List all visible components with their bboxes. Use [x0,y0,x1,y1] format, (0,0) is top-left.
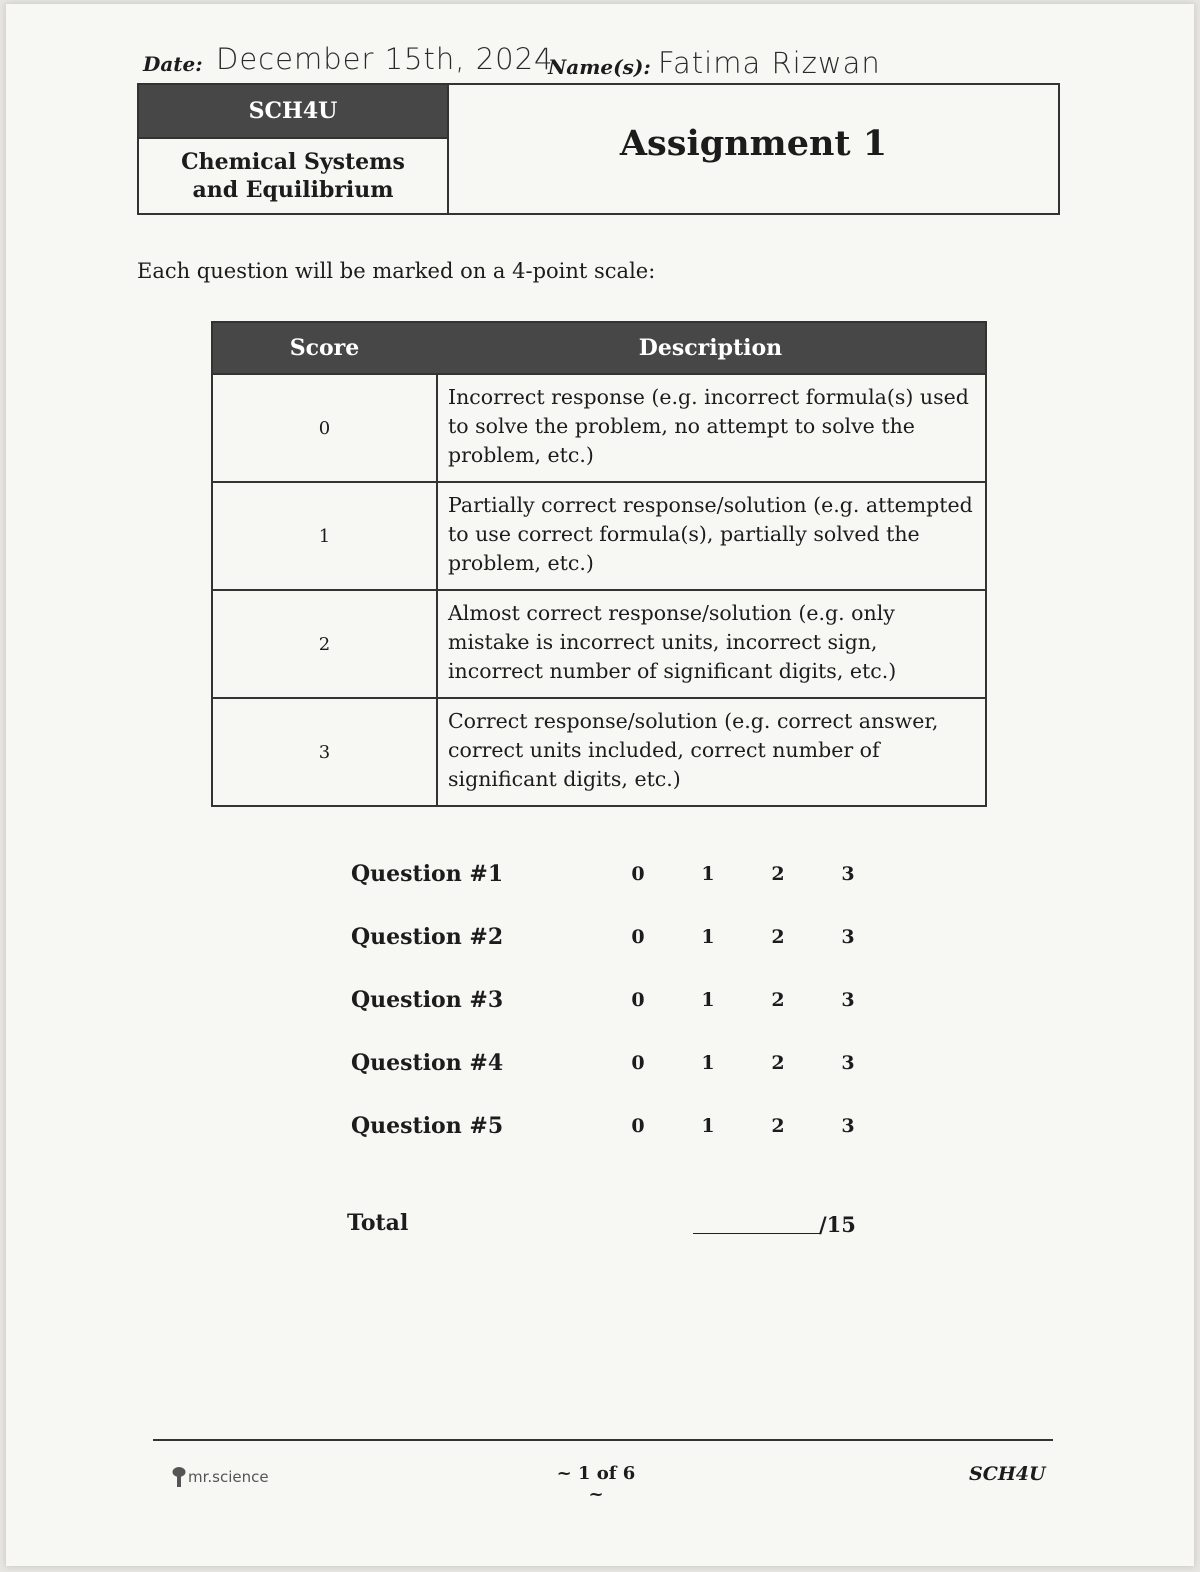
question-row-2 [351,924,871,964]
rubric-score: 3 [213,699,438,805]
date-value: December 15th, 2024 [216,42,554,76]
worksheet-page [6,4,1194,1566]
question-row-3 [351,987,871,1027]
question-label: Question #5 [351,1113,504,1139]
rubric-score: 0 [213,375,438,481]
date-label: Date: [143,52,203,76]
question-row-5 [351,1113,871,1153]
score-option-0[interactable]: 0 [631,1115,645,1137]
rubric-row [213,481,985,589]
score-option-0[interactable]: 0 [631,926,645,948]
logo-text: mr.science [188,1468,269,1486]
score-option-2[interactable]: 2 [771,1115,785,1137]
score-option-0[interactable]: 0 [631,863,645,885]
score-option-3[interactable]: 3 [841,1115,855,1137]
score-option-2[interactable]: 2 [771,863,785,885]
names-value: Fatima Rizwan [658,46,881,80]
assignment-title: Assignment 1 [619,122,888,164]
rubric-row [213,589,985,697]
question-label: Question #4 [351,1050,504,1076]
rubric-col-description: Description [638,335,783,361]
score-option-3[interactable]: 3 [841,863,855,885]
score-option-0[interactable]: 0 [631,989,645,1011]
question-label: Question #1 [351,861,504,887]
header-table [137,83,1060,215]
rubric-intro: Each question will be marked on a 4-point scale: [137,259,656,283]
question-row-4 [351,1050,871,1090]
score-option-1[interactable]: 1 [701,863,715,885]
rubric-header-row [213,323,985,373]
rubric-description: Incorrect response (e.g. incorrect formula(s) used to solve the problem, no attempt to solve the problem, etc.) [448,385,969,467]
question-label: Question #2 [351,924,504,950]
course-code: SCH4U [139,85,447,137]
unit-title [139,137,447,213]
score-option-1[interactable]: 1 [701,989,715,1011]
question-row-1 [351,861,871,901]
footer-course-code: SCH4U [969,1463,1046,1485]
rubric-description: Almost correct response/solution (e.g. only mistake is incorrect units, incorrect sign, incorrect number of significant digits, etc.) [448,601,897,683]
total-max: /15 [819,1212,856,1237]
rubric-score: 1 [213,483,438,589]
rubric-col-score: Score [289,335,360,361]
mushroom-logo-icon [172,1466,186,1488]
rubric-table [211,321,987,807]
unit-title-text: Chemical Systems and Equilibrium [181,149,405,203]
total-blank[interactable] [693,1233,821,1234]
rubric-description: Correct response/solution (e.g. correct answer, correct units included, correct number of significant digits, etc.) [448,709,939,791]
page-indicator: ~ 1 of 6 ~ [556,1463,636,1505]
total-label: Total [347,1210,409,1236]
names-label: Name(s): [548,55,651,79]
question-label: Question #3 [351,987,504,1013]
rubric-score: 2 [213,591,438,697]
score-option-3[interactable]: 3 [841,989,855,1011]
score-option-2[interactable]: 2 [771,989,785,1011]
score-option-2[interactable]: 2 [771,1052,785,1074]
score-option-1[interactable]: 1 [701,926,715,948]
score-option-2[interactable]: 2 [771,926,785,948]
score-option-1[interactable]: 1 [701,1115,715,1137]
score-option-3[interactable]: 3 [841,926,855,948]
rubric-row [213,373,985,481]
footer-logo [172,1466,269,1488]
score-option-1[interactable]: 1 [701,1052,715,1074]
rubric-row [213,697,985,805]
score-option-0[interactable]: 0 [631,1052,645,1074]
footer-divider [153,1439,1053,1441]
rubric-description: Partially correct response/solution (e.g. attempted to use correct formula(s), partially solved the problem, etc.) [448,493,973,575]
score-option-3[interactable]: 3 [841,1052,855,1074]
